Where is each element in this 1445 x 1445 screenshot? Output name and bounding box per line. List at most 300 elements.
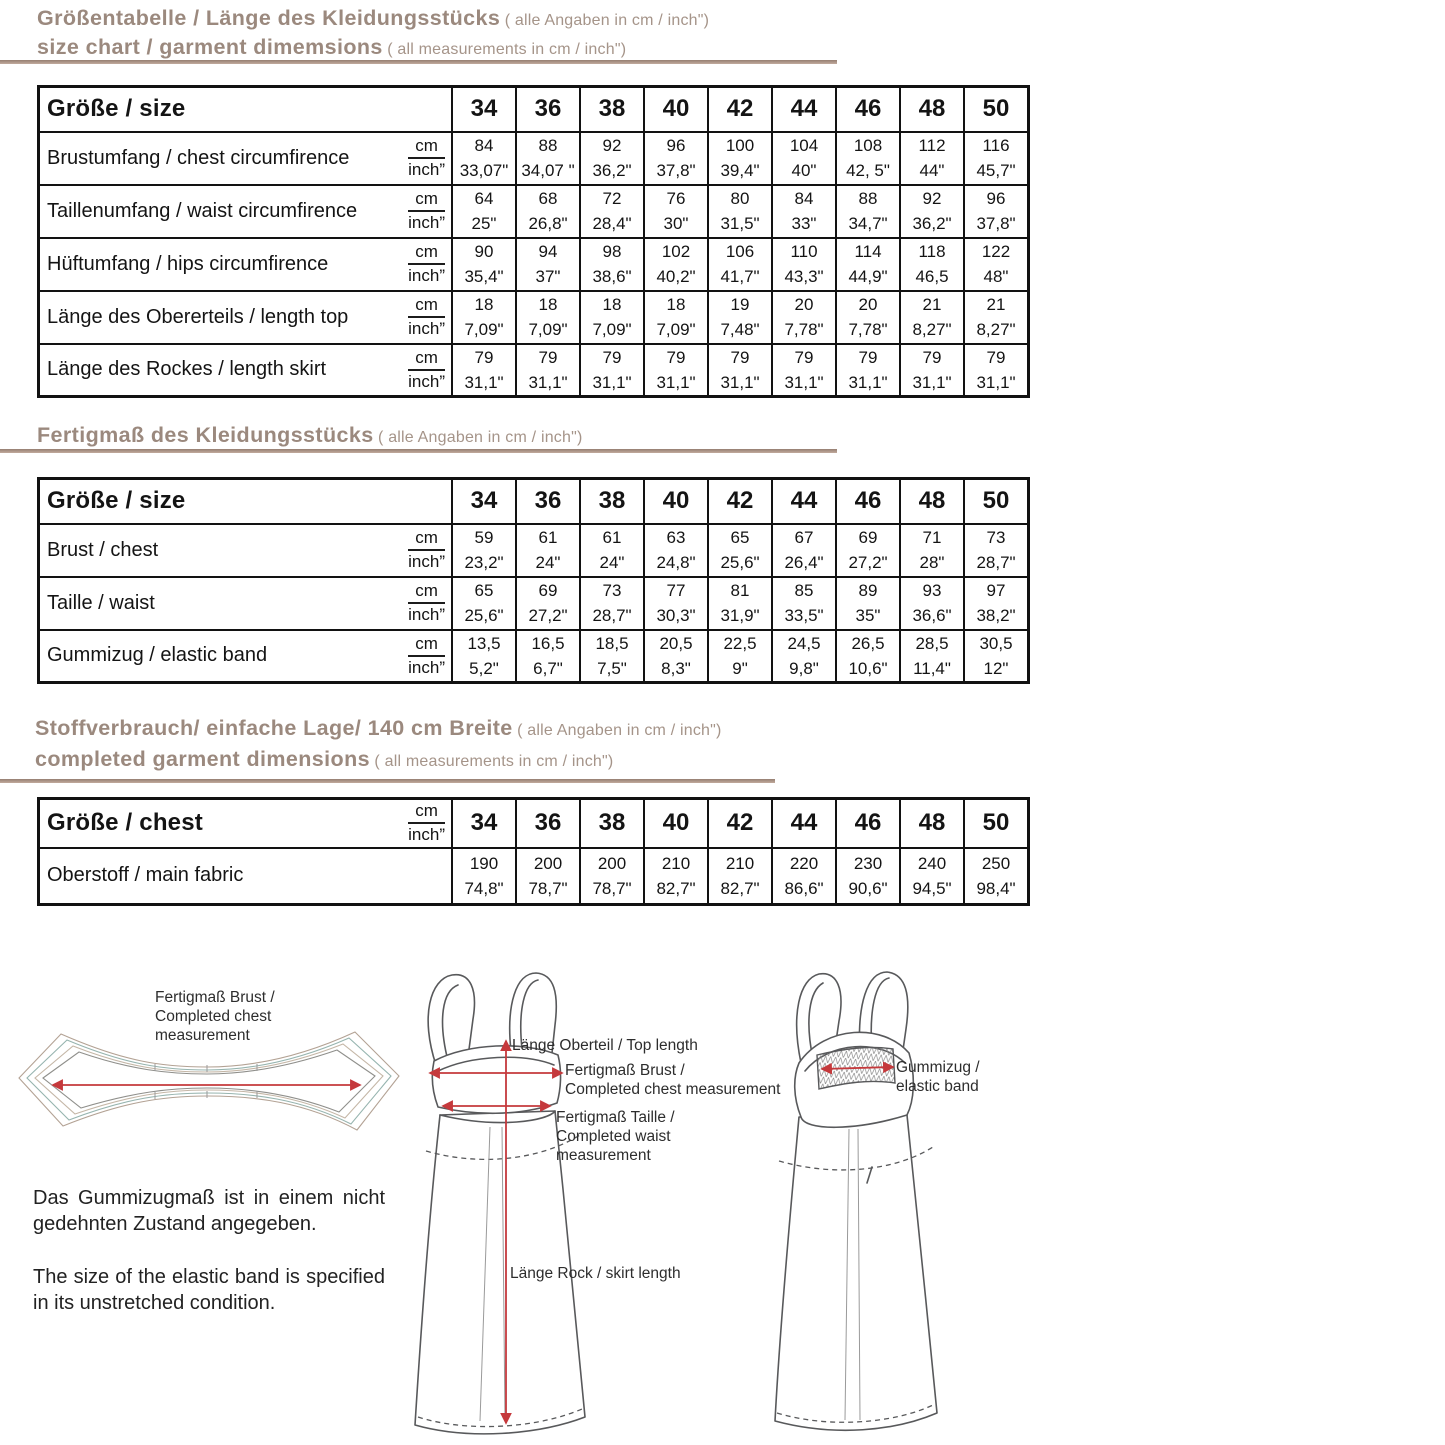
inch-value: 31,1": [976, 372, 1016, 392]
value-cell: [836, 132, 900, 185]
inch-value: 7,09": [592, 320, 632, 339]
row-labwrap: [40, 580, 451, 626]
table-row: [39, 185, 1029, 238]
flat-label-line2: Completed chest: [155, 1008, 272, 1025]
inch-value: 90,6": [848, 878, 888, 898]
front-chest-label: [565, 1061, 780, 1099]
front-waist-label-line2: Completed waist: [556, 1128, 671, 1145]
inch-value: 43,3": [784, 267, 824, 286]
value-cell: [644, 577, 708, 630]
value-cell: [452, 630, 516, 683]
cm-value: 88: [858, 189, 878, 208]
table-row: [39, 238, 1029, 291]
value-cell: [836, 291, 900, 344]
unit-inch: inch”: [408, 266, 445, 285]
value-cell: [964, 344, 1029, 397]
cm-value: 81: [730, 581, 750, 600]
section1-title: Größentabelle / Länge des Kleidungsstücks: [37, 6, 501, 30]
cm-value: 80: [730, 189, 750, 208]
cm-value: 68: [538, 189, 558, 208]
table-row: [39, 524, 1029, 577]
inch-value: 94,5": [912, 878, 952, 898]
cm-value: 102: [661, 242, 691, 261]
table-row: [39, 630, 1029, 683]
value-cell: [708, 132, 772, 185]
value-cell: [900, 848, 964, 905]
unit-inch: inch”: [408, 825, 445, 845]
value-cell: [964, 848, 1029, 905]
inch-value: 35": [855, 606, 881, 625]
inch-value: 44": [919, 161, 945, 180]
table-row: [39, 132, 1029, 185]
row-label: Oberstoff / main fabric: [47, 864, 244, 887]
unit-cm: cm: [408, 294, 445, 318]
cm-value: 200: [597, 853, 627, 873]
section1-subtitle: size chart / garment dimemsions: [37, 35, 383, 59]
inch-value: 24,8": [656, 553, 696, 572]
value-cell: [644, 630, 708, 683]
note-english: The size of the elastic band is specified in its unstretched condition.: [33, 1266, 385, 1314]
inch-value: 37,8": [656, 161, 696, 180]
value-cell: [452, 848, 516, 905]
unit-inch: inch”: [408, 657, 445, 677]
inch-value: 37": [535, 267, 561, 286]
cm-value: 64: [474, 189, 494, 208]
inch-value: 31,1": [784, 372, 824, 392]
inch-value: 31,1": [464, 372, 504, 392]
row-label: Taillenumfang / waist circumfirence: [47, 199, 358, 222]
inch-value: 26,8": [528, 214, 568, 233]
inch-value: 25,6": [720, 553, 760, 572]
value-cell: [644, 291, 708, 344]
cm-value: 96: [666, 136, 686, 155]
cm-value: 100: [725, 136, 755, 155]
cm-value: 79: [538, 347, 558, 367]
cm-value: 28,5: [915, 633, 949, 653]
inch-value: 78,7": [592, 878, 632, 898]
section3-rule: [0, 779, 775, 783]
cm-value: 240: [917, 853, 947, 873]
value-cell: [516, 524, 580, 577]
size-col-44: 44: [772, 799, 836, 848]
unit-cm: cm: [408, 188, 445, 212]
section1-rule: [0, 60, 837, 64]
inch-value: 31,1": [592, 372, 632, 392]
inch-value: 9": [732, 658, 748, 678]
front-waist-label: [556, 1108, 675, 1165]
value-cell: [900, 132, 964, 185]
cm-value: 98: [602, 242, 622, 261]
size-col-36: 36: [516, 479, 580, 524]
size-col-50: 50: [964, 479, 1029, 524]
cm-value: 108: [853, 136, 883, 155]
size-col-48: 48: [900, 87, 964, 132]
cm-value: 61: [538, 528, 558, 547]
inch-value: 37,8": [976, 214, 1016, 233]
inch-value: 31,1": [720, 372, 760, 392]
inch-value: 41,7": [720, 267, 760, 286]
unit-cm-inch: [406, 347, 447, 393]
value-cell: [644, 344, 708, 397]
value-cell: [836, 238, 900, 291]
value-cell: [964, 524, 1029, 577]
inch-value: 28,4": [592, 214, 632, 233]
inch-value: 30": [663, 214, 689, 233]
inch-value: 25": [471, 214, 497, 233]
finished-measure-header-label: Größe / size: [47, 487, 186, 515]
value-cell: [964, 132, 1029, 185]
front-waist-label-line1: Fertigmaß Taille /: [556, 1109, 675, 1126]
cm-value: 73: [986, 528, 1006, 547]
inch-value: 78,7": [528, 878, 568, 898]
unit-inch: inch”: [408, 605, 445, 624]
cm-value: 79: [858, 347, 878, 367]
cm-value: 96: [986, 189, 1006, 208]
table-row: [39, 848, 1029, 905]
fabric-usage-table-host: [37, 797, 1030, 906]
note-german: Das Gummizugmaß ist in einem nicht gedehnten Zustand angegeben.: [33, 1187, 385, 1235]
finished-measure-table: [37, 477, 1030, 684]
inch-value: 39,4": [720, 161, 760, 180]
value-cell: [772, 291, 836, 344]
section1-subtitle-note: ( all measurements in cm / inch"): [387, 41, 627, 58]
row-label-cell: [39, 630, 453, 683]
size-col-44: 44: [772, 479, 836, 524]
value-cell: [900, 185, 964, 238]
value-cell: [644, 238, 708, 291]
inch-value: 40,2": [656, 267, 696, 286]
cm-value: 230: [853, 853, 883, 873]
row-labwrap: [40, 633, 451, 679]
size-chart-header-label-cell: [39, 87, 453, 132]
inch-value: 7,5": [597, 658, 627, 678]
value-cell: [900, 577, 964, 630]
value-cell: [516, 577, 580, 630]
value-cell: [580, 185, 644, 238]
row-label-cell: [39, 185, 453, 238]
size-chart-header-label: Größe / size: [47, 95, 186, 123]
value-cell: [772, 238, 836, 291]
fabric-usage-header-labwrap: [40, 800, 451, 846]
section3-title-note: ( alle Angaben in cm / inch"): [517, 722, 722, 739]
cm-value: 79: [922, 347, 942, 367]
table-row: [39, 344, 1029, 397]
size-col-46: 46: [836, 799, 900, 848]
inch-value: 12": [983, 658, 1009, 678]
finished-measure-header-labwrap: [40, 487, 451, 515]
cm-value: 250: [981, 853, 1011, 873]
value-cell: [836, 630, 900, 683]
value-cell: [836, 524, 900, 577]
cm-value: 90: [474, 242, 494, 261]
section2-rule: [0, 449, 837, 453]
value-cell: [516, 238, 580, 291]
unit-cm-inch: [406, 294, 447, 340]
value-cell: [708, 185, 772, 238]
front-skirt-length-label: Länge Rock / skirt length: [510, 1265, 681, 1282]
finished-measure-table-host: [37, 477, 1030, 684]
inch-value: 98,4": [976, 878, 1016, 898]
row-labwrap: [40, 527, 451, 573]
inch-value: 28,7": [976, 553, 1016, 572]
unit-inch: inch”: [408, 160, 445, 179]
cm-value: 84: [794, 189, 814, 208]
cm-value: 69: [538, 581, 558, 600]
value-cell: [900, 524, 964, 577]
size-col-46: 46: [836, 479, 900, 524]
cm-value: 18: [474, 295, 494, 314]
size-col-36: 36: [516, 799, 580, 848]
inch-value: 30,3": [656, 606, 696, 625]
size-col-50: 50: [964, 799, 1029, 848]
flat-label-line3: measurement: [155, 1027, 250, 1044]
inch-value: 31,9": [720, 606, 760, 625]
flat-label-line1: Fertigmaß Brust /: [155, 989, 275, 1006]
cm-value: 104: [789, 136, 819, 155]
cm-value: 72: [602, 189, 622, 208]
cm-value: 20,5: [659, 633, 693, 653]
value-cell: [708, 344, 772, 397]
row-labwrap: [40, 347, 451, 393]
value-cell: [708, 291, 772, 344]
size-col-50: 50: [964, 87, 1029, 132]
unit-cm-inch: [406, 633, 447, 679]
cm-value: 79: [474, 347, 494, 367]
cm-value: 210: [661, 853, 691, 873]
value-cell: [516, 344, 580, 397]
cm-value: 20: [794, 295, 814, 314]
value-cell: [772, 630, 836, 683]
cm-value: 30,5: [979, 633, 1013, 653]
inch-value: 7,48": [720, 320, 760, 339]
back-elastic-label-line1: Gummizug /: [896, 1059, 980, 1076]
row-label-cell: [39, 524, 453, 577]
inch-value: 6,7": [533, 658, 563, 678]
fabric-usage-header-row: [39, 799, 1029, 848]
unit-cm: cm: [408, 527, 445, 551]
cm-value: 85: [794, 581, 814, 600]
value-cell: [516, 630, 580, 683]
row-labwrap: [40, 188, 451, 234]
cm-value: 118: [918, 242, 946, 261]
row-label-cell: [39, 577, 453, 630]
inch-value: 42, 5": [846, 161, 890, 180]
value-cell: [708, 848, 772, 905]
section2-title-note: ( alle Angaben in cm / inch"): [378, 429, 583, 446]
cm-value: 94: [538, 242, 558, 261]
value-cell: [708, 577, 772, 630]
size-col-44: 44: [772, 87, 836, 132]
cm-value: 21: [922, 295, 942, 314]
cm-value: 210: [725, 853, 755, 873]
value-cell: [452, 524, 516, 577]
value-cell: [452, 185, 516, 238]
finished-measure-header-label-cell: [39, 479, 453, 524]
inch-value: 34,07 ": [521, 161, 575, 180]
size-chart-table-host: [37, 85, 1030, 398]
cm-value: 19: [730, 295, 750, 314]
inch-value: 31,1": [912, 372, 952, 392]
front-chest-label-line2: Completed chest measurement: [565, 1081, 781, 1098]
cm-value: 26,5: [851, 633, 885, 653]
inch-value: 33,07": [459, 161, 509, 180]
inch-value: 28": [919, 553, 945, 572]
cm-value: 92: [922, 189, 942, 208]
row-labwrap: [40, 135, 451, 181]
inch-value: 7,09": [656, 320, 696, 339]
inch-value: 25,6": [464, 606, 504, 625]
cm-value: 69: [858, 528, 878, 547]
unit-cm: cm: [408, 633, 445, 657]
value-cell: [644, 185, 708, 238]
size-col-48: 48: [900, 799, 964, 848]
inch-value: 86,6": [784, 878, 824, 898]
inch-value: 45,7": [976, 161, 1016, 180]
value-cell: [772, 185, 836, 238]
back-dress-sketch: [765, 965, 1005, 1445]
inch-value: 82,7": [720, 878, 760, 898]
inch-value: 36,6": [912, 606, 952, 625]
value-cell: [452, 291, 516, 344]
inch-value: 40": [791, 161, 817, 180]
value-cell: [900, 630, 964, 683]
unit-cm: cm: [408, 135, 445, 159]
inch-value: 44,9": [848, 267, 888, 286]
size-col-34: 34: [452, 799, 516, 848]
value-cell: [772, 524, 836, 577]
inch-value: 38,2": [976, 606, 1016, 625]
unit-inch: inch”: [408, 213, 445, 232]
cm-value: 116: [982, 136, 1010, 155]
row-labwrap: [40, 241, 451, 287]
unit-cm: cm: [408, 800, 445, 824]
value-cell: [836, 344, 900, 397]
cm-value: 93: [922, 581, 942, 600]
value-cell: [644, 524, 708, 577]
value-cell: [516, 185, 580, 238]
row-label: Gummizug / elastic band: [47, 644, 268, 667]
value-cell: [900, 291, 964, 344]
row-labwrap: [40, 294, 451, 340]
value-cell: [580, 848, 644, 905]
row-label-cell: [39, 291, 453, 344]
row-label: Länge des Rockes / length skirt: [47, 358, 327, 381]
cm-value: 13,5: [467, 633, 501, 653]
inch-value: 10,6": [848, 658, 888, 678]
inch-value: 24": [535, 553, 561, 572]
section3-title: Stoffverbrauch/ einfache Lage/ 140 cm Breite: [35, 716, 513, 740]
row-label-cell: [39, 132, 453, 185]
value-cell: [836, 577, 900, 630]
cm-value: 22,5: [723, 633, 757, 653]
size-col-42: 42: [708, 479, 772, 524]
inch-value: 33": [791, 214, 817, 233]
front-top-length-label: Länge Oberteil / Top length: [512, 1037, 698, 1054]
inch-value: 31,1": [848, 372, 888, 392]
cm-value: 61: [602, 528, 622, 547]
value-cell: [964, 185, 1029, 238]
value-cell: [708, 630, 772, 683]
cm-value: 220: [789, 853, 819, 873]
row-label: Hüftumfang / hips circumfirence: [47, 252, 329, 275]
value-cell: [964, 630, 1029, 683]
value-cell: [516, 132, 580, 185]
cm-value: 18: [538, 295, 558, 314]
unit-inch: inch”: [408, 552, 445, 571]
inch-value: 28,7": [592, 606, 632, 625]
value-cell: [772, 848, 836, 905]
unit-cm-inch: [406, 188, 447, 234]
value-cell: [708, 238, 772, 291]
inch-value: 48": [983, 267, 1009, 286]
unit-inch: inch”: [408, 319, 445, 338]
cm-value: 65: [474, 581, 494, 600]
finished-measure-header-row: [39, 479, 1029, 524]
cm-value: 92: [602, 136, 622, 155]
value-cell: [580, 344, 644, 397]
cm-value: 71: [922, 528, 942, 547]
cm-value: 88: [538, 136, 558, 155]
value-cell: [580, 132, 644, 185]
flat-pattern-label: [155, 988, 275, 1045]
size-col-42: 42: [708, 799, 772, 848]
section3-heading: [35, 716, 722, 772]
back-elastic-label-line2: elastic band: [896, 1078, 979, 1095]
cm-value: 73: [602, 581, 622, 600]
inch-value: 7,09": [528, 320, 568, 339]
inch-value: 8,27": [912, 320, 952, 339]
cm-value: 20: [858, 295, 878, 314]
cm-value: 110: [790, 242, 818, 261]
row-label: Länge des Obererteils / length top: [47, 305, 349, 328]
size-col-40: 40: [644, 479, 708, 524]
size-col-34: 34: [452, 87, 516, 132]
unit-cm: cm: [408, 347, 445, 371]
row-label-cell: [39, 238, 453, 291]
size-col-40: 40: [644, 799, 708, 848]
value-cell: [516, 291, 580, 344]
section2-heading: [37, 423, 583, 448]
cm-value: 114: [854, 242, 882, 261]
inch-value: 8,3": [661, 658, 691, 678]
fabric-usage-header-label-cell: [39, 799, 453, 848]
cm-value: 122: [981, 242, 1011, 261]
back-elastic-label: [896, 1058, 980, 1096]
value-cell: [644, 848, 708, 905]
size-col-42: 42: [708, 87, 772, 132]
value-cell: [580, 630, 644, 683]
inch-value: 46,5: [915, 267, 949, 286]
cm-value: 106: [725, 242, 755, 261]
size-col-38: 38: [580, 799, 644, 848]
row-label-cell: [39, 344, 453, 397]
unit-cm-inch: [406, 241, 447, 287]
size-col-40: 40: [644, 87, 708, 132]
cm-value: 79: [730, 347, 750, 367]
value-cell: [772, 344, 836, 397]
size-chart-header-row: [39, 87, 1029, 132]
front-waist-label-line3: measurement: [556, 1147, 651, 1164]
cm-value: 24,5: [787, 633, 821, 653]
value-cell: [964, 238, 1029, 291]
cm-value: 59: [474, 528, 494, 547]
unit-cm: cm: [408, 241, 445, 265]
row-label: Taille / waist: [47, 591, 155, 614]
unit-cm-inch: [406, 800, 447, 846]
size-col-38: 38: [580, 87, 644, 132]
cm-value: 84: [474, 136, 494, 155]
inch-value: 23,2": [464, 553, 504, 572]
